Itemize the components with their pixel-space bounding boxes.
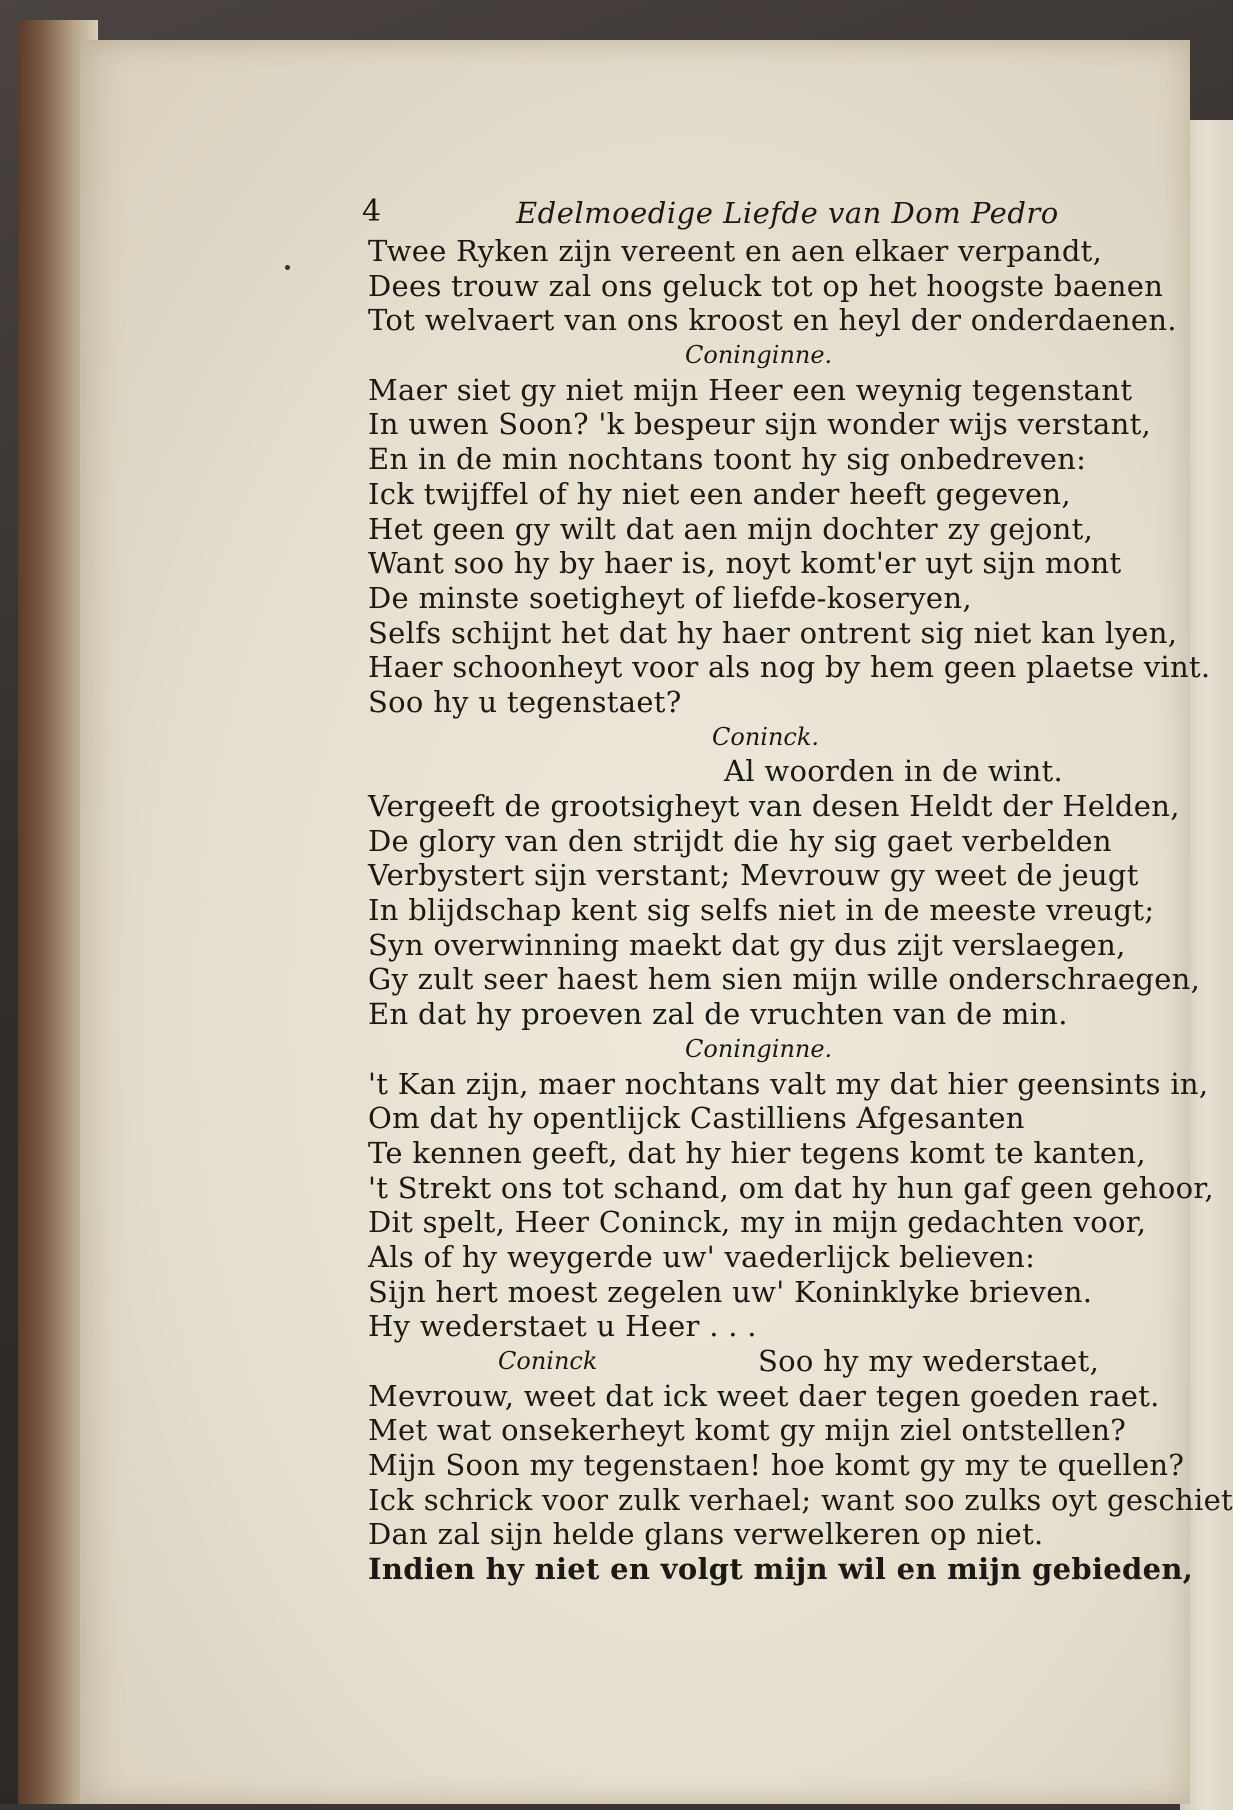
verse-line: Te kennen geeft, dat hy hier tegens komt te kanten, bbox=[368, 1135, 1146, 1170]
verse-line: Als of hy weygerde uw' vaederlijck believen: bbox=[368, 1239, 1036, 1274]
verse-line: Vergeeft de grootsigheyt van desen Heldt der Helden, bbox=[368, 789, 1180, 823]
verse-line: Dees trouw zal ons geluck tot op het hoogste baenen bbox=[368, 268, 1164, 303]
verse-line: De minste soetigheyt of liefde-koseryen, bbox=[368, 580, 972, 615]
speaker-name: Coninck. bbox=[712, 722, 820, 751]
verse-line: 't Kan zijn, maer nochtans valt my dat hier geensints in, bbox=[368, 1066, 1209, 1101]
verse-line: Het geen gy wilt dat aen mijn dochter zy gejont, bbox=[368, 511, 1094, 546]
verse-line: 't Strekt ons tot schand, om dat hy hun gaf geen gehoor, bbox=[368, 1170, 1214, 1205]
speaker-name: Coninginne. bbox=[685, 1034, 833, 1063]
verse-line: Haer schoonheyt voor als nog by hem geen plaetse vint. bbox=[368, 650, 1211, 685]
verse-line: Mijn Soon my tegenstaen! hoe komt gy my te quellen? bbox=[368, 1448, 1185, 1483]
verse-line: Sijn hert moest zegelen uw' Koninklyke brieven. bbox=[368, 1274, 1093, 1309]
verse-line-continuation: Soo hy my wederstaet, bbox=[758, 1344, 1100, 1378]
verse-line: Soo hy u tegenstaet? bbox=[368, 684, 682, 719]
running-header bbox=[280, 190, 1160, 234]
verse-line: Twee Ryken zijn vereent en aen elkaer verpandt, bbox=[368, 234, 1103, 268]
verse-line: Verbystert sijn verstant; Mevrouw gy weet de jeugt bbox=[368, 858, 1139, 893]
verse-line: Syn overwinning maekt dat gy dus zijt verslaegen, bbox=[368, 927, 1126, 962]
verse-line: In blijdschap kent sig selfs niet in de meeste vreugt; bbox=[368, 893, 1155, 928]
verse-line: Want soo hy by haer is, noyt komt'er uyt sijn mont bbox=[368, 546, 1122, 581]
verse-line: Dan zal sijn helde glans verwelkeren op niet. bbox=[368, 1517, 1044, 1552]
verse-line: Ick twijffel of hy niet een ander heeft gegeven, bbox=[368, 476, 1071, 511]
speaker-name: Coninck bbox=[498, 1347, 598, 1375]
page-text bbox=[280, 190, 1233, 1587]
page-number: 4 bbox=[362, 194, 382, 229]
verse-line: En dat hy proeven zal de vruchten van de min. bbox=[368, 997, 1068, 1032]
split-verse-line bbox=[280, 1344, 1160, 1379]
verse-line: Selfs schijnt het dat hy haer ontrent sig niet kan lyen, bbox=[368, 615, 1178, 650]
verse-line: Met wat onsekerheyt komt gy mijn ziel ontstellen? bbox=[368, 1413, 1127, 1448]
verse-line: Mevrouw, weet dat ick weet daer tegen goeden raet. bbox=[368, 1378, 1160, 1413]
verse-line: Ick schrick voor zulk verhael; want soo zulks oyt geschiet bbox=[368, 1482, 1233, 1517]
verse-line: Gy zult seer haest hem sien mijn wille onderschraegen, bbox=[368, 962, 1201, 997]
verse-line: Hy wederstaet u Heer . . . bbox=[368, 1309, 757, 1344]
verse-line-last: Indien hy niet en volgt mijn wil en mijn gebieden, bbox=[368, 1552, 1194, 1587]
verse-line: In uwen Soon? 'k bespeur sijn wonder wijs verstant, bbox=[368, 407, 1152, 442]
verse-line: Maer siet gy niet mijn Heer een weynig tegenstant bbox=[368, 372, 1133, 407]
verse-line: De glory van den strijdt die hy sig gaet verbelden bbox=[368, 823, 1112, 858]
running-title: Edelmoedige Liefde van Dom Pedro bbox=[516, 196, 1059, 230]
speaker-name: Coninginne. bbox=[685, 341, 833, 370]
verse-line: En in de min nochtans toont hy sig onbedreven: bbox=[368, 442, 1087, 477]
verse-line: Om dat hy opentlijck Castilliens Afgesanten bbox=[368, 1101, 1025, 1136]
verse-line: Tot welvaert van ons kroost en heyl der onderdaenen. bbox=[368, 303, 1177, 338]
verse-line-continuation: Al woorden in de wint. bbox=[724, 754, 1064, 789]
verse-line: Dit spelt, Heer Coninck, my in mijn gedachten voor, bbox=[368, 1205, 1147, 1240]
